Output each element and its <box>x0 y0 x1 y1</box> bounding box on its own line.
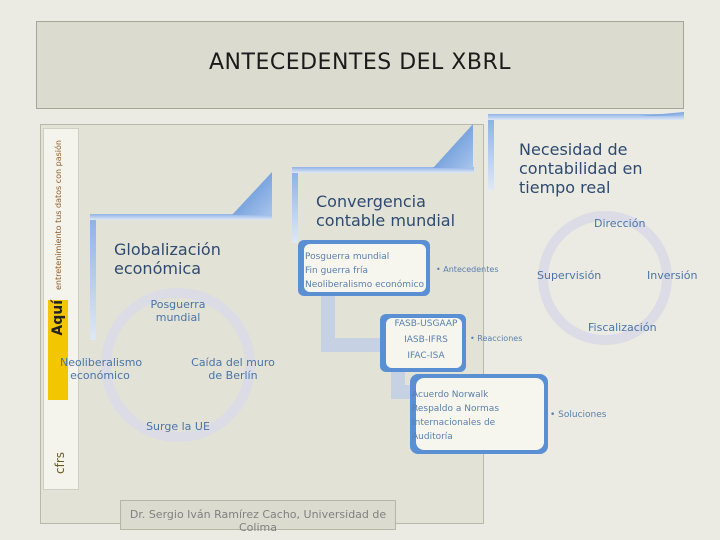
reaccion-item: IASB-IFRS <box>404 335 448 345</box>
sidebar-tagline: entretenimiento tus datos con pasión <box>54 140 63 290</box>
antecedente-item: Neoliberalismo económico <box>305 280 424 290</box>
logo-text: cfrs <box>53 451 67 474</box>
solucion-item: Internacionales de Auditoría <box>412 418 496 442</box>
antecedentes-label: • Antecedentes <box>436 265 499 274</box>
step-arrow-1 <box>232 172 272 215</box>
cycle-left-bottom: Surge la UE <box>146 420 210 433</box>
cycle-right-top: Dirección <box>594 217 646 230</box>
reacciones-list <box>388 316 464 364</box>
reaccion-item: FASB-USGAAP <box>394 319 458 329</box>
solucion-item: Acuerdo Norwalk <box>412 390 489 400</box>
cycle-left-right: Caída del muro de Berlín <box>191 356 275 382</box>
soluciones-list <box>412 388 544 444</box>
antecedente-item: Fin guerra fría <box>305 266 369 276</box>
sidebar-brand: Aquí <box>50 300 66 336</box>
step-2-label: Convergencia contable mundial <box>316 192 456 230</box>
cycle-right-left: Supervisión <box>537 269 602 282</box>
antecedente-item: Posguerra mundial <box>305 252 390 262</box>
cycle-right-bottom: Fiscalización <box>588 321 657 334</box>
step-1-label: Globalización económica <box>114 240 221 278</box>
cycle-left-left: Neoliberalismo económico <box>60 356 143 382</box>
cycle-left-top: Posguerra mundial <box>150 298 206 324</box>
reaccion-item: IFAC-ISA <box>407 351 445 361</box>
cycle-right-right: Inversión <box>647 269 698 282</box>
soluciones-label: • Soluciones <box>550 410 607 420</box>
step-arrow-2 <box>433 124 473 168</box>
footer-credit: Dr. Sergio Iván Ramírez Cacho, Universidad de Colima <box>129 508 387 534</box>
antecedentes-list <box>305 250 425 292</box>
page-title: ANTECEDENTES DEL XBRL <box>209 50 511 75</box>
step-3-label: Necesidad de contabilidad en tiempo real <box>519 140 643 197</box>
solucion-item: Respaldo a Normas <box>412 404 500 414</box>
reacciones-label: • Reacciones <box>470 334 523 343</box>
connector-1 <box>328 295 380 345</box>
